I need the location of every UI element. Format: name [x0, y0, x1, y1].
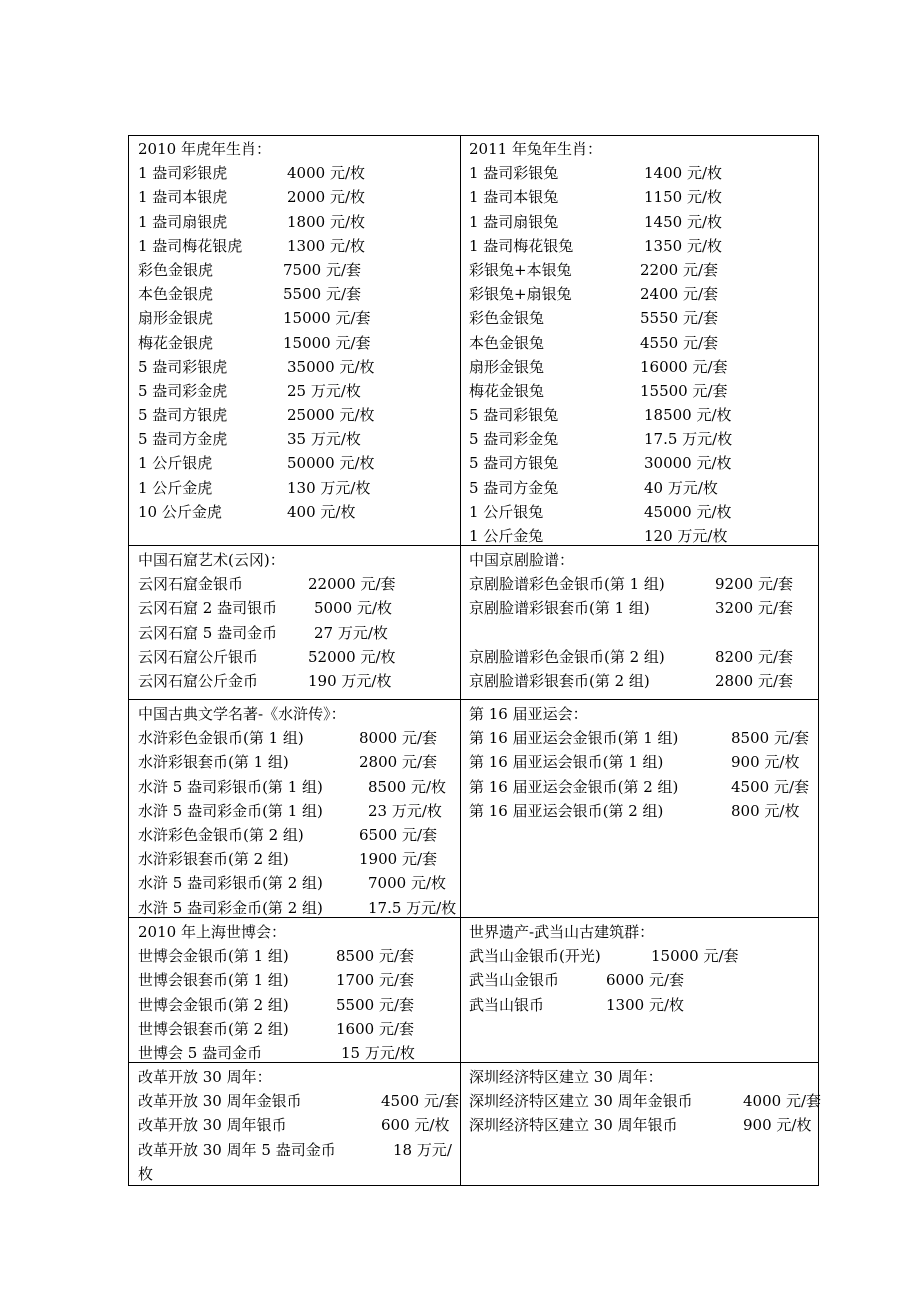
section-title: 2010 年虎年生肖：: [138, 140, 271, 158]
section-title: 第 16 届亚运会：: [469, 705, 588, 723]
section-title: 世界遗产-武当山古建筑群：: [469, 923, 655, 941]
section-title: 深圳经济特区建立 30 周年：: [469, 1068, 663, 1086]
section-title: 中国古典文学名著-《水浒传》：: [138, 705, 346, 723]
section-title: 2011 年兔年生肖：: [469, 140, 602, 158]
column-divider: [460, 135, 461, 1186]
section-title: 改革开放 30 周年：: [138, 1068, 272, 1086]
section-title: 中国石窟艺术(云冈)：: [138, 551, 285, 569]
row-divider: [128, 699, 819, 700]
section-title: 中国京剧脸谱：: [469, 551, 575, 569]
section-title: 2010 年上海世博会：: [138, 923, 286, 941]
